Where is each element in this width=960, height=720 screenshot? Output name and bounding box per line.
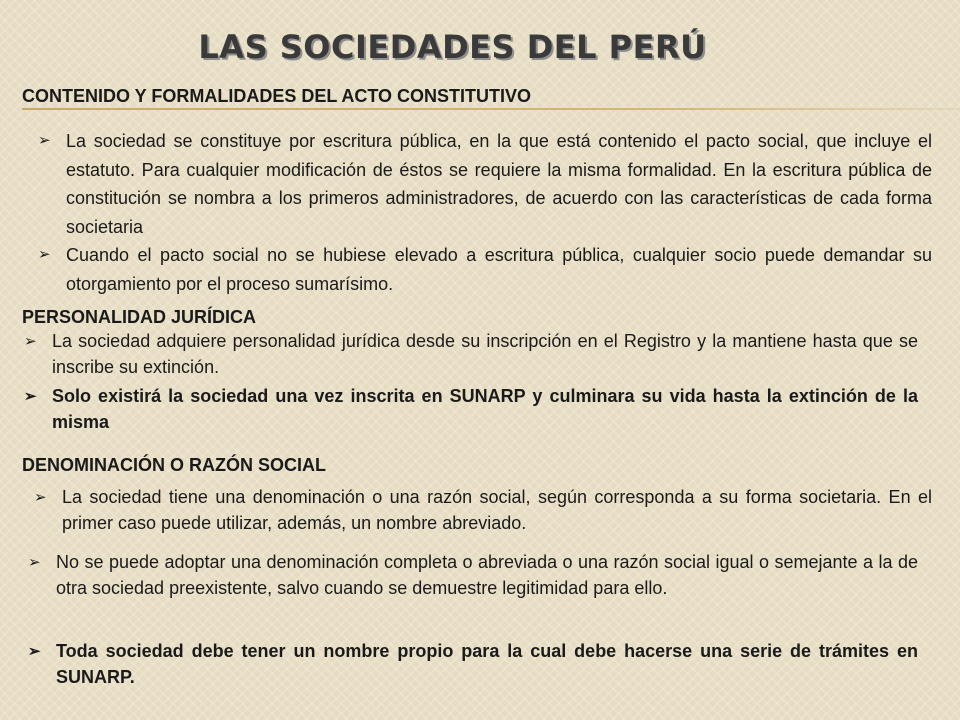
bullet-text: Toda sociedad debe tener un nombre propio para la cual debe hacerse una serie de trámites en SUNARP. bbox=[56, 641, 918, 687]
arrow-bullet-icon: ➢ bbox=[24, 333, 37, 350]
list-item bbox=[24, 383, 918, 435]
bullet-text: La sociedad se constituye por escritura pública, en la que está contenido el pacto social, que incluye el estatuto. Para cualquier modificación de éstos se requiere la misma formalidad. En la escritura pública de constitución se nombra a los primeros administradores, de acuerdo con las características de cada forma societaria bbox=[66, 131, 932, 237]
arrow-bullet-icon: ➢ bbox=[38, 246, 51, 263]
bullet-text: Solo existirá la sociedad una vez inscrita en SUNARP y culminara su vida hasta la extinción de la misma bbox=[52, 386, 918, 432]
list-item bbox=[24, 328, 918, 380]
bullet-text: La sociedad adquiere personalidad jurídica desde su inscripción en el Registro y la mantiene hasta que se inscribe su extinción. bbox=[52, 331, 918, 377]
list-item bbox=[38, 241, 932, 298]
arrow-bullet-icon: ➢ bbox=[28, 554, 41, 571]
arrow-bullet-icon: ➢ bbox=[34, 489, 47, 506]
slide-title: LAS SOCIEDADES DEL PERÚ bbox=[198, 28, 707, 66]
bullet-text: Cuando el pacto social no se hubiese elevado a escritura pública, cualquier socio puede demandar su otorgamiento por el proceso sumarísimo. bbox=[66, 245, 932, 294]
list-item bbox=[28, 549, 918, 601]
section-heading-denominacion: DENOMINACIÓN O RAZÓN SOCIAL bbox=[22, 455, 326, 475]
section-heading-contenido: CONTENIDO Y FORMALIDADES DEL ACTO CONSTITUTIVO bbox=[22, 86, 532, 106]
arrow-bullet-icon: ➢ bbox=[24, 388, 37, 405]
list-item bbox=[34, 484, 932, 536]
bullet-text: La sociedad tiene una denominación o una razón social, según corresponda a su forma societaria. En el primer caso puede utilizar, además, un nombre abreviado. bbox=[62, 487, 932, 533]
section-heading-personalidad: PERSONALIDAD JURÍDICA bbox=[22, 307, 257, 327]
list-item bbox=[28, 638, 918, 690]
arrow-bullet-icon: ➢ bbox=[38, 132, 51, 149]
bullet-text: No se puede adoptar una denominación completa o abreviada o una razón social igual o semejante a la de otra sociedad preexistente, salvo cuando se demuestre legitimidad para ello. bbox=[56, 552, 918, 598]
heading-underline bbox=[22, 108, 960, 110]
list-item bbox=[38, 127, 932, 241]
arrow-bullet-icon: ➢ bbox=[28, 643, 41, 660]
